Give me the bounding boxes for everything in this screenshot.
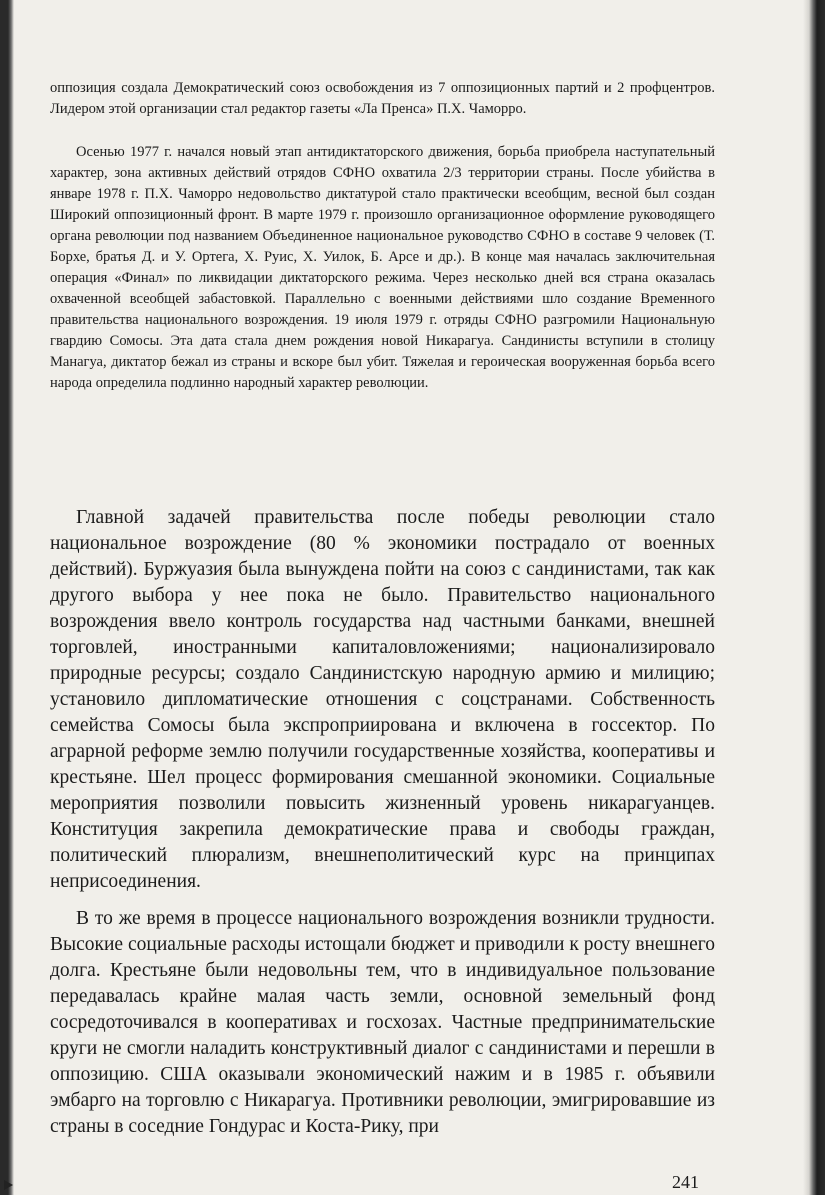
book-spine-shadow-right — [803, 0, 825, 1195]
paragraph-government-task: Главной задачей правительства после победы революции стало национальное возрождение (80 % экономики пострадало от военных действий). Буржуазия была вынуждена пойти на союз с сандинистами, так как другого выбора у нее пока не было. Правительство национального возрождения ввело контроль государства над частными банками, внешней торговлей, иностранными капиталовложениями; национализировало природные ресурсы; создало Сандинистскую народную армию и милицию; установило дипломатические отношения с соцстранами. Собственность семейства Сомосы была экспроприирована и включена в госсектор. По аграрной реформе землю получили государственные хозяйства, кооперативы и крестьяне. Шел процесс формирования смешанной экономики. Социальные мероприятия позволили повысить жизненный уровень никарагуанцев. Конституция закрепила демократические права и свободы граждан, политический плюрализм, внешнеполитический курс на принципах неприсоединения. — [50, 507, 715, 892]
book-spine-shadow-left — [0, 0, 14, 1195]
page-number: 241 — [672, 1172, 699, 1192]
paragraph-difficulties: В то же время в процессе национального возрождения возникли трудности. Высокие социальные расходы истощали бюджет и приводили к росту внешнего долга. Крестьяне были недовольны тем, что в индивидуальное пользование передавалась крайне малая часть земли, основной земельный фонд сосредоточивался в кооперативах и госхозах. Частные предпринимательские круги не смогли наладить конструктивный диалог с сандинистами и перешли в оппозицию. США оказывали экономический нажим и в 1985 г. объявили эмбарго на торговлю с Никарагуа. Противники революции, эмигрировавшие из страны в соседние Гондурас и Коста-Рику, при — [50, 908, 715, 1137]
corner-arrow-mark — [4, 1180, 13, 1190]
paragraph-autumn-1977: Осенью 1977 г. начался новый этап антидиктаторского движения, борьба приобрела наступательный характер, зона активных действий отрядов СФНО охватила 2/3 территории страны. После убийства в январе 1978 г. П.Х. Чаморро недовольство диктатурой стало практически всеобщим, весной был создан Широкий оппозиционный фронт. В марте 1979 г. произошло организационное оформление руководящего органа революции под названием Объединенное национальное руководство СФНО в составе 9 человек (Т. Борхе, братья Д. и У. Ортега, Х. Руис, Х. Уилок, Б. Арсе и др.). В конце мая началась заключительная операция «Финал» по ликвидации диктаторского режима. Через несколько дней вся страна оказалась охваченной всеобщей забастовкой. Параллельно с военными действиями шло создание Временного правительства национального возрождения. 19 июля 1979 г. отряды СФНО разгромили Национальную гвардию Сомосы. Эта дата стала днем рождения новой Никарагуа. Сандинисты вступили в столицу Манагуа, диктатор бежал из страны и вскоре был убит. Тяжелая и героическая вооруженная борьба всего народа определила подлинно народный характер революции. — [50, 144, 715, 391]
paragraph-opposition-union: оппозиция создала Демократический союз освобождения из 7 оппозиционных партий и 2 профцентров. Лидером этой организации стал редактор газеты «Ла Пренса» П.Х. Чаморро. — [50, 80, 715, 117]
